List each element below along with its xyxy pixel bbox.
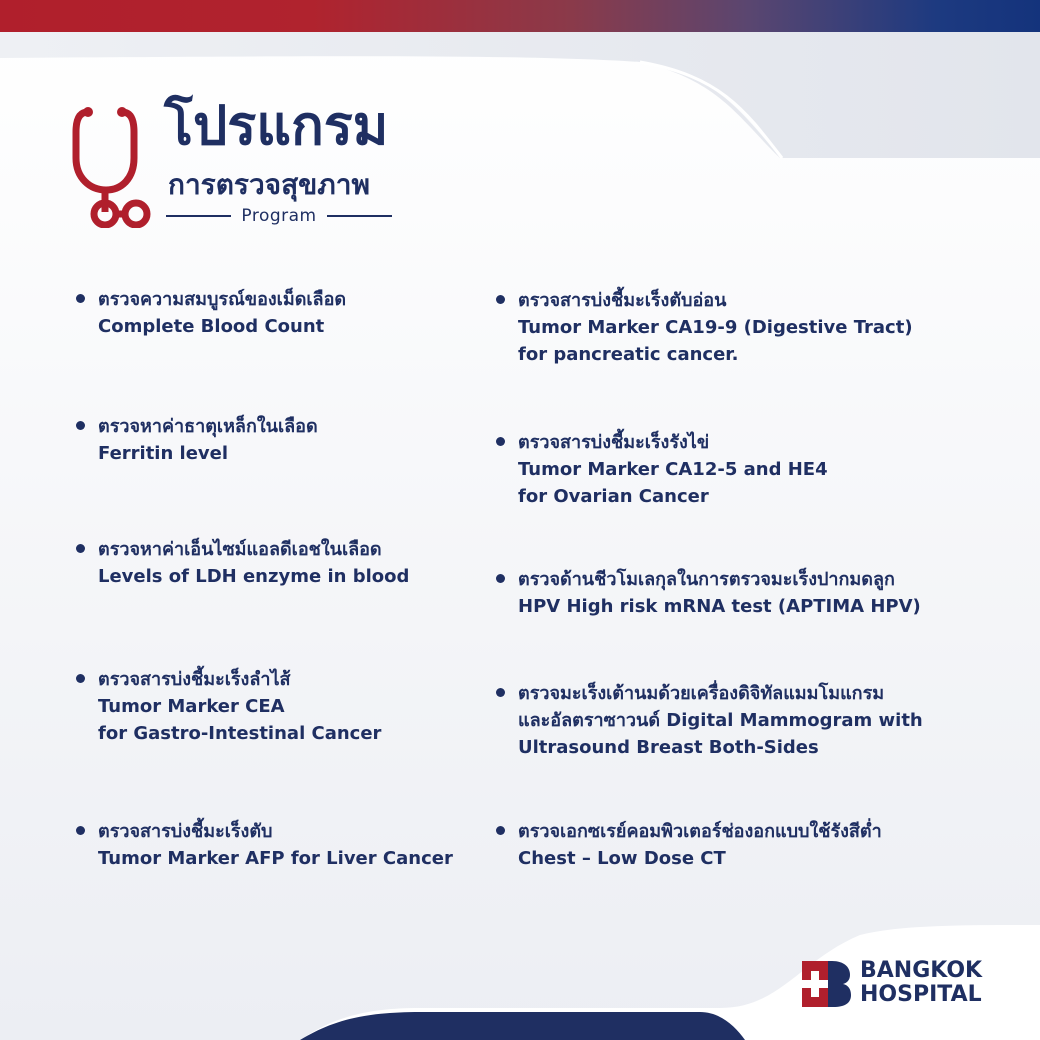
- item-english: Tumor Marker CA19-9 (Digestive Tract): [518, 317, 913, 338]
- stethoscope-icon: [72, 98, 160, 228]
- bullet-icon: [496, 826, 505, 835]
- item-thai: ตรวจสารบ่งชี้มะเร็งรังไข่: [518, 432, 710, 453]
- bullet-icon: [496, 688, 505, 697]
- item-english: Tumor Marker AFP for Liver Cancer: [98, 848, 453, 869]
- logo-line-1: BANGKOK: [860, 958, 983, 983]
- list-item: [98, 818, 453, 872]
- list-item: [98, 666, 381, 747]
- bullet-icon: [76, 674, 85, 683]
- bullet-icon: [496, 295, 505, 304]
- item-english: Complete Blood Count: [98, 316, 325, 337]
- item-thai: ตรวจสารบ่งชี้มะเร็งลำไส้: [98, 669, 291, 690]
- bullet-icon: [76, 544, 85, 553]
- item-english: for Ovarian Cancer: [518, 486, 709, 507]
- divider-left: [166, 215, 231, 217]
- item-english: Ferritin level: [98, 443, 229, 464]
- item-thai: ตรวจมะเร็งเต้านมด้วยเครื่องดิจิทัลแมมโมแกรม: [518, 683, 885, 704]
- logo-line-2: HOSPITAL: [860, 982, 982, 1007]
- list-item: [98, 286, 346, 340]
- item-english: และอัลตราซาวนด์ Digital Mammogram with: [518, 710, 923, 731]
- item-thai: ตรวจเอกซเรย์คอมพิวเตอร์ช่องอกแบบใช้รังสีต่ำ: [518, 821, 882, 842]
- item-english: Chest – Low Dose CT: [518, 848, 726, 869]
- item-thai: ตรวจหาค่าเอ็นไซม์แอลดีเอชในเลือด: [98, 539, 382, 560]
- item-thai: ตรวจสารบ่งชี้มะเร็งตับอ่อน: [518, 290, 727, 311]
- logo-text: [860, 959, 982, 1007]
- item-english: Levels of LDH enzyme in blood: [98, 566, 410, 587]
- bullet-icon: [496, 574, 505, 583]
- title-block: [72, 92, 432, 242]
- list-item: [518, 287, 913, 368]
- item-english: Tumor Marker CA12-5 and HE4: [518, 459, 828, 480]
- item-thai: ตรวจสารบ่งชี้มะเร็งตับ: [98, 821, 273, 842]
- list-item: [518, 429, 828, 510]
- list-item: [98, 536, 409, 590]
- item-english: HPV High risk mRNA test (APTIMA HPV): [518, 596, 921, 617]
- program-label: [166, 204, 392, 228]
- item-english: for pancreatic cancer.: [518, 344, 739, 365]
- bangkok-hospital-cross-icon: [800, 959, 852, 1009]
- bullet-icon: [76, 294, 85, 303]
- item-thai: ตรวจหาค่าธาตุเหล็กในเลือด: [98, 416, 318, 437]
- list-item: [98, 413, 318, 467]
- item-english: for Gastro-Intestinal Cancer: [98, 723, 382, 744]
- list-item: [518, 818, 882, 872]
- list-item: [518, 680, 923, 761]
- item-thai: ตรวจด้านชีวโมเลกุลในการตรวจมะเร็งปากมดลูก: [518, 569, 895, 590]
- bangkok-hospital-logo: [800, 959, 1010, 1009]
- divider-right: [327, 215, 392, 217]
- item-thai: ตรวจความสมบูรณ์ของเม็ดเลือด: [98, 289, 347, 310]
- item-english: Ultrasound Breast Both-Sides: [518, 737, 819, 758]
- bullet-icon: [76, 826, 85, 835]
- program-word: Program: [241, 206, 317, 226]
- page-subtitle: การตรวจสุขภาพ: [168, 168, 370, 201]
- list-item: [518, 566, 921, 620]
- item-english: Tumor Marker CEA: [98, 696, 285, 717]
- bullet-icon: [76, 421, 85, 430]
- page-title: โปรแกรม: [164, 94, 389, 157]
- bullet-icon: [496, 437, 505, 446]
